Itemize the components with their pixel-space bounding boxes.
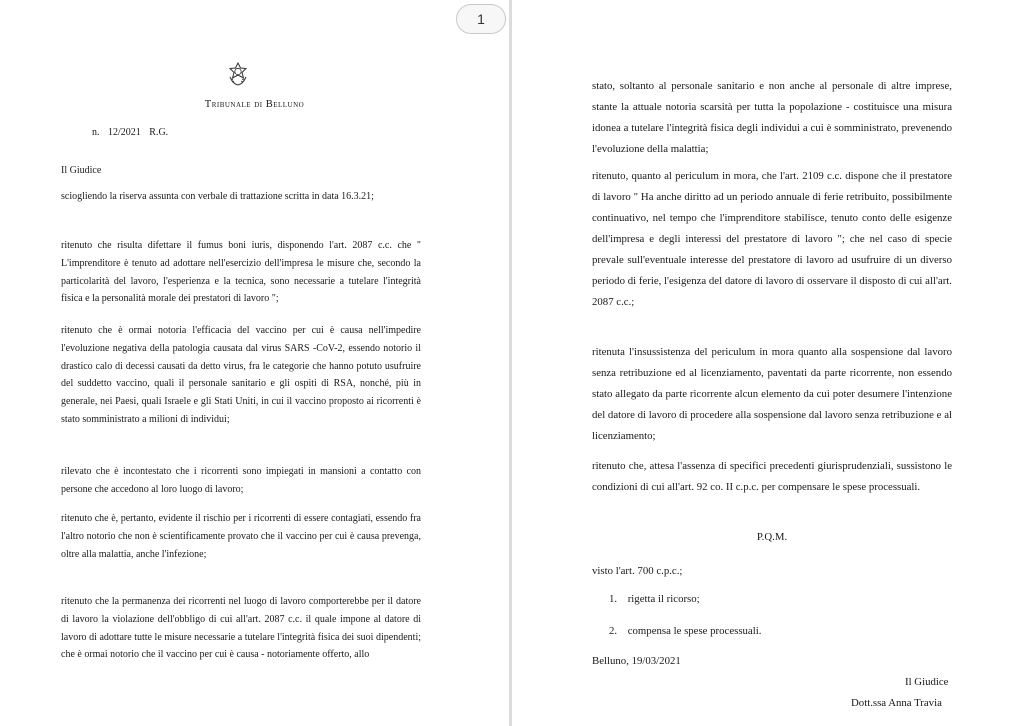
page-number-badge[interactable]: 1	[456, 4, 506, 34]
italian-republic-emblem-icon	[227, 62, 249, 86]
court-name: Tribunale di Belluno	[204, 99, 305, 110]
place-date: Belluno, 19/03/2021	[592, 655, 681, 667]
paragraph: ritenuto che è ormai notoria l'efficacia del vaccino per cui è causa nell'impedire l'evoluzione negativa della patologia causata dal virus SARS -CoV-2, essendo notorio il drastico calo di decessi causati da detto virus, fra le categorie che hanno potuto usufruire del suddetto vaccino, quali il personale sanitario e gli ospiti di RSA, nonché, più in generale, nei Paesi, quali Israele e gli Stati Uniti, in cui il vaccino proposto ai ricorrenti è stato somministrato a milioni di individui;	[61, 325, 421, 425]
paragraph: ritenuto che è, pertanto, evidente il rischio per i ricorrenti di essere contagiati, essendo fra l'altro notorio che non è scientificamente provato che il vaccino per cui è causa prevenga, oltre alla malattia, anche l'infezione;	[61, 513, 421, 560]
list-item: 1. rigetta il ricorso;	[609, 593, 700, 605]
paragraph: rilevato che è incontestato che i ricorrenti sono impiegati in mansioni a contatto con persone che accedono al loro luogo di lavoro;	[61, 466, 421, 495]
document-page-left	[0, 0, 509, 726]
paragraph: ritenuto che, attesa l'assenza di specifici precedenti giurisprudenziali, sussistono le condizioni di cui all'art. 92 co. II c.p.c. per compensare le spese processuali.	[592, 460, 952, 493]
document-page-right	[512, 0, 1024, 726]
signature-name: Dott.ssa Anna Travia	[851, 697, 942, 709]
paragraph: ritenuto che risulta difettare il fumus boni iuris, disponendo l'art. 2087 c.c. che " L'imprenditore è tenuto ad adottare nell'esercizio dell'impresa le misure che, secondo la particolarità del lavoro, l'esperienza e la tecnica, sono necessarie a tutelare l'integrità fisica e la personalità morale dei prestatori di lavoro ";	[61, 240, 421, 305]
pqm-heading: P.Q.M.	[756, 531, 788, 543]
judge-heading: Il Giudice	[61, 165, 102, 176]
list-item: 2. compensa le spese processuali.	[609, 625, 762, 637]
paragraph: ritenuta l'insussistenza del periculum in mora quanto alla sospensione dal lavoro senza retribuzione ed al licenziamento, paventati da parte ricorrente, non essendo stato allegato da parte ricorrente alcun elemento da cui poter desumere l'intenzione del datore di lavoro di procedere alla sospensione dal lavoro senza retribuzione e al licenziamento;	[592, 346, 952, 442]
paragraph: ritenuto, quanto al periculum in mora, che l'art. 2109 c.c. dispone che il prestatore di lavoro " Ha anche diritto ad un periodo annuale di ferie retribuito, possibilmente continuativo, nel tempo che l'imprenditore stabilisce, tenuto conto delle esigenze dell'impresa e degli interessi del prestatore di lavoro "; che nel caso di specie prevale sull'eventuale interesse del prestatore di lavoro ad usufruire di un diverso periodo di ferie, l'esigenza del datore di lavoro di osservare il disposto di cui all'art. 2087 c.c.;	[592, 170, 952, 308]
signature-title: Il Giudice	[905, 676, 949, 688]
paragraph: ritenuto che la permanenza dei ricorrenti nel luogo di lavoro comporterebbe per il datore di lavoro la violazione dell'obbligo di cui all'art. 2087 c.c. il quale impone al datore di lavoro di adottare tutte le misure necessarie a tutelare l'integrità fisica dei suoi dipendenti; che è ormai notorio che il vaccino per cui è causa - notoriamente offerto, allo	[61, 596, 421, 661]
paragraph: sciogliendo la riserva assunta con verbale di trattazione scritta in data 16.3.21;	[61, 191, 374, 202]
visto-line: visto l'art. 700 c.p.c.;	[592, 565, 683, 577]
paragraph: stato, soltanto al personale sanitario e non anche al personale di altre imprese, stante la attuale notoria scarsità per tutta la popolazione - costituisce una misura idonea a tutelare l'integrità fisica degli individui a cui è somministrato, prevenendo l'evoluzione della malattia;	[592, 80, 952, 155]
case-number: n. 12/2021 R.G.	[92, 127, 169, 138]
